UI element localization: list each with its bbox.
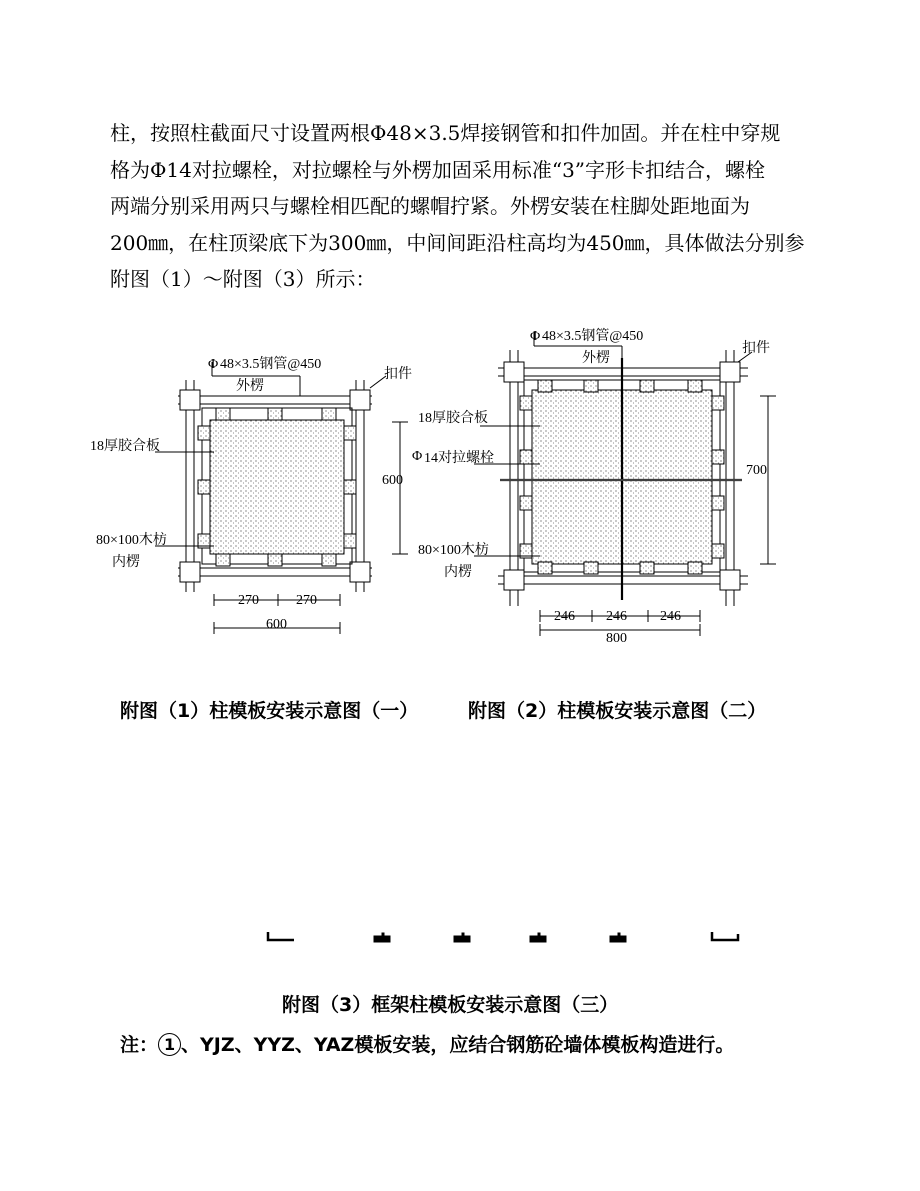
- paragraph-line: 格为Φ14对拉螺栓，对拉螺栓与外楞加固采用标准“3”字形卡扣结合，螺栓: [110, 157, 766, 182]
- fig2-bolt-label: 14对拉螺栓: [424, 451, 494, 466]
- fig1-inner-wale-label: 内楞: [112, 555, 140, 570]
- fig1-dim-total: 600: [266, 617, 287, 632]
- fig2-phi-symbol: Φ: [530, 329, 541, 344]
- paragraph-line: 200㎜，在柱顶梁底下为300㎜，中间间距沿柱高均为450㎜，具体做法分别参: [110, 230, 805, 255]
- body-paragraph: [110, 115, 830, 298]
- figure1-caption: 附图（1）柱模板安装示意图（一）: [120, 700, 419, 722]
- fig2-outer-wale-label: 外楞: [582, 351, 610, 366]
- figure2-caption: 附图（2）柱模板安装示意图（二）: [468, 700, 767, 722]
- note-line: [120, 1030, 734, 1057]
- note-prefix: 注：: [120, 1034, 159, 1056]
- fig2-inner-wale-label: 内楞: [444, 565, 472, 580]
- fig2-clamp-label: 扣件: [742, 341, 770, 356]
- fig2-dim-3: 246: [660, 609, 681, 624]
- paragraph-line: 柱，按照柱截面尺寸设置两根Φ48×3.5焊接钢管和扣件加固。并在柱中穿规: [110, 121, 781, 145]
- paragraph-line: 两端分别采用两只与螺栓相匹配的螺帽拧紧。外楞安装在柱脚处距地面为: [110, 194, 750, 218]
- fig1-steel-pipe-label: 48×3.5钢管@450: [220, 357, 322, 372]
- figure2-diagram: [474, 332, 776, 636]
- fig2-dim-total: 800: [606, 631, 627, 646]
- fig1-timber-label: 80×100木枋: [96, 533, 167, 548]
- fig1-dim-right: 270: [296, 593, 317, 608]
- fig2-dim-1: 246: [554, 609, 575, 624]
- fig1-dim-left: 270: [238, 593, 259, 608]
- fig1-clamp-label: 扣件: [384, 367, 412, 382]
- fig2-timber-label: 80×100木枋: [418, 543, 489, 558]
- fig1-outer-wale-label: 外楞: [236, 379, 264, 394]
- fig2-plywood-label: 18厚胶合板: [418, 411, 488, 426]
- figures-svg: [0, 310, 920, 1010]
- fig2-phi-symbol-bolt: Φ: [412, 449, 423, 464]
- fig1-dim-height: 600: [382, 473, 403, 488]
- note-circled-number: 1: [158, 1033, 181, 1056]
- note-text: 、YJZ、YYZ、YAZ模板安装，应结合钢筋砼墙体模板构造进行。: [181, 1034, 735, 1056]
- figure3-caption: 附图（3）框架柱模板安装示意图（三）: [282, 994, 619, 1016]
- fig2-steel-pipe-label: 48×3.5钢管@450: [542, 329, 644, 344]
- fig2-dim-2: 246: [606, 609, 627, 624]
- paragraph-line: 附图（1）～附图（3）所示：: [110, 267, 376, 291]
- fig1-phi-symbol: Φ: [208, 357, 219, 372]
- fig2-dim-height: 700: [746, 463, 767, 478]
- figure3-fragments: [268, 932, 738, 942]
- figure1-diagram: [155, 362, 408, 634]
- fig1-plywood-label: 18厚胶合板: [90, 439, 160, 454]
